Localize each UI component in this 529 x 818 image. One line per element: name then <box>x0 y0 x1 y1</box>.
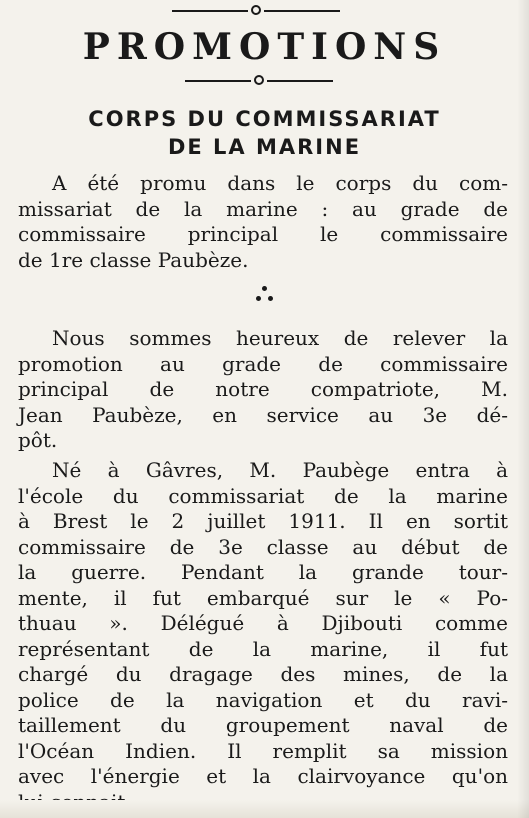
text-line: représentant de la marine, il fut <box>18 636 508 661</box>
page-bottom-edge <box>0 800 529 818</box>
text-line: taillement du groupement naval de <box>18 713 508 737</box>
title-ornament <box>0 73 529 89</box>
paragraph-biography <box>18 458 508 815</box>
text-line: thuau ». Délégué à Djibouti comme <box>18 611 508 635</box>
article-subtitle-line2: DE LA MARINE <box>167 135 362 159</box>
text-line: l'école du commissariat de la marine <box>18 483 508 508</box>
text-line: mente, il fut embarqué sur le « Po- <box>18 585 508 610</box>
top-ornament <box>0 3 529 19</box>
text-line: A été promu dans le corps du com- <box>52 171 508 195</box>
paragraph-promotion-notice <box>18 171 508 273</box>
text-line: avec l'énergie et la clairvoyance qu'on <box>18 764 508 788</box>
text-line: missariat de la marine : au grade de <box>18 196 508 221</box>
text-line: promotion au grade de commissaire <box>18 351 508 376</box>
text-line: chargé du dragage des mines, de la <box>18 662 508 686</box>
text-line: Nous sommes heureux de relever la <box>52 326 508 350</box>
text-line: la guerre. Pendant la grande tour- <box>18 560 508 584</box>
text-line: pôt. <box>18 428 58 452</box>
text-line: commissaire principal le commissaire <box>18 222 508 246</box>
page-right-edge <box>517 0 529 818</box>
asterism-separator <box>0 284 529 308</box>
paragraph-congratulation <box>18 326 508 454</box>
text-line: commissaire de 3e classe au début de <box>18 534 508 559</box>
asterism-dot <box>262 286 267 291</box>
text-line: principal de notre compatriote, M. <box>18 377 508 401</box>
text-line: à Brest le 2 juillet 1911. Il en sortit <box>18 509 508 533</box>
text-line: Jean Paubèze, en service au 3e dé- <box>18 402 508 427</box>
asterism-dot <box>256 296 261 301</box>
text-line: Né à Gâvres, M. Paubège entra à <box>52 458 508 482</box>
text-line: police de la navigation et du ravi- <box>18 687 508 712</box>
article-title: PROMOTIONS <box>82 26 447 68</box>
article-subtitle-line1: CORPS DU COMMISSARIAT <box>88 107 441 131</box>
text-line: l'Océan Indien. Il remplit sa mission <box>18 738 508 763</box>
asterism-dot <box>268 296 273 301</box>
text-line: de 1re classe Paubèze. <box>18 247 249 272</box>
